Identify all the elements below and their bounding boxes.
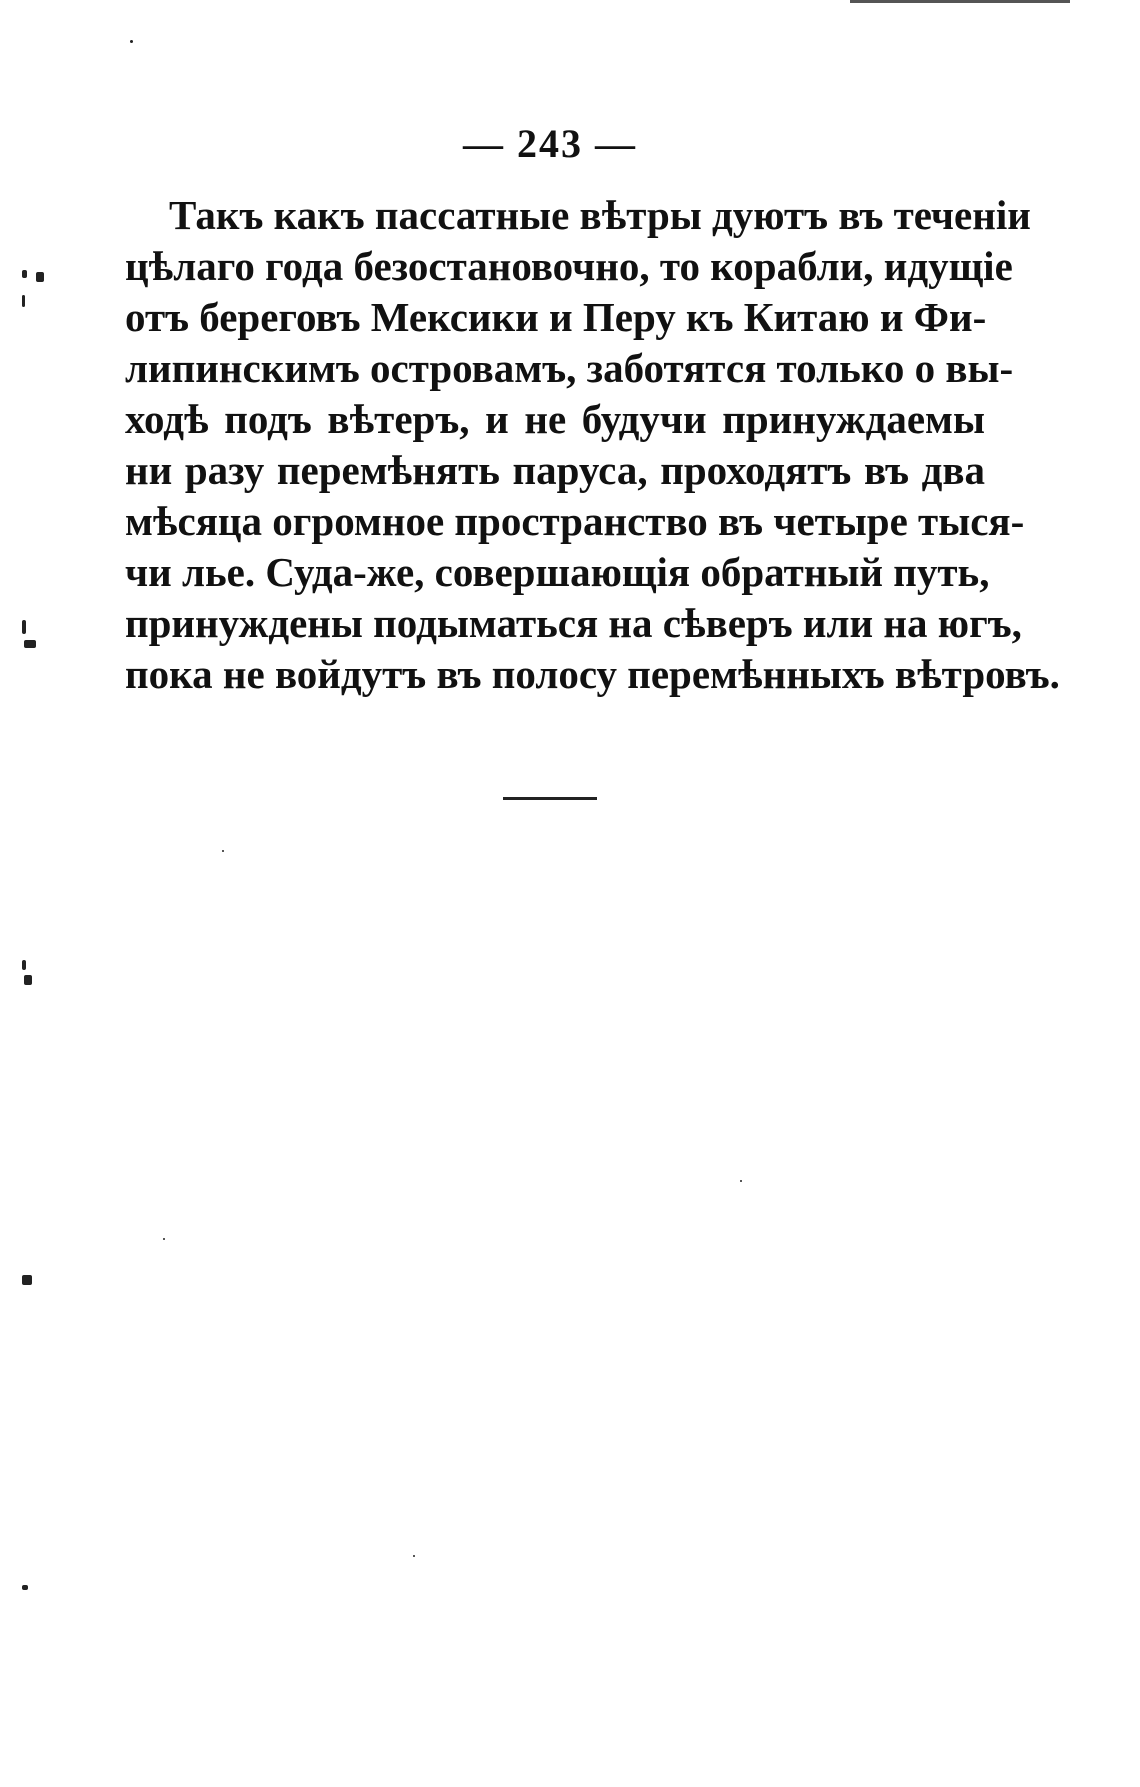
scan-speck — [36, 272, 44, 282]
scan-speck — [22, 295, 25, 307]
scan-speck — [413, 1555, 415, 1557]
text-line: ни разу перемѣнять паруса, проходятъ въ два — [125, 447, 985, 493]
text-line: Такъ какъ пассатные вѣтры дуютъ въ теченіи — [169, 192, 1031, 238]
scan-speck — [22, 1275, 32, 1285]
scan-speck — [24, 640, 36, 648]
scan-speck — [22, 960, 26, 970]
scan-speck — [740, 1180, 742, 1182]
paragraph — [125, 190, 1060, 700]
scan-speck — [22, 270, 27, 278]
scan-speck — [163, 1238, 165, 1240]
text-line: цѣлаго года безостановочно, то корабли, идущіе — [125, 243, 1013, 289]
scan-speck — [24, 975, 32, 985]
scan-speck — [222, 850, 224, 852]
text-line: отъ береговъ Мексики и Перу къ Китаю и Фи- — [125, 294, 987, 340]
text-line: липинскимъ островамъ, заботятся только о вы- — [125, 345, 1014, 391]
scan-speck — [22, 1585, 28, 1590]
text-line: чи лье. Суда-же, совершающія обратный путь, — [125, 549, 990, 595]
scan-speck — [130, 40, 133, 43]
text-line: ходѣ подъ вѣтеръ, и не будучи принуждаемы — [125, 396, 985, 442]
section-divider — [503, 797, 597, 800]
scan-speck — [22, 620, 26, 634]
text-line: пока не войдутъ въ полосу перемѣнныхъ вѣтровъ. — [125, 651, 1060, 697]
page-number: — 243 — — [463, 121, 637, 166]
text-line: принуждены подыматься на сѣверъ или на югъ, — [125, 600, 1022, 646]
top-edge-mark — [850, 0, 1070, 3]
text-line: мѣсяца огромное пространство въ четыре тыся- — [125, 498, 1025, 544]
